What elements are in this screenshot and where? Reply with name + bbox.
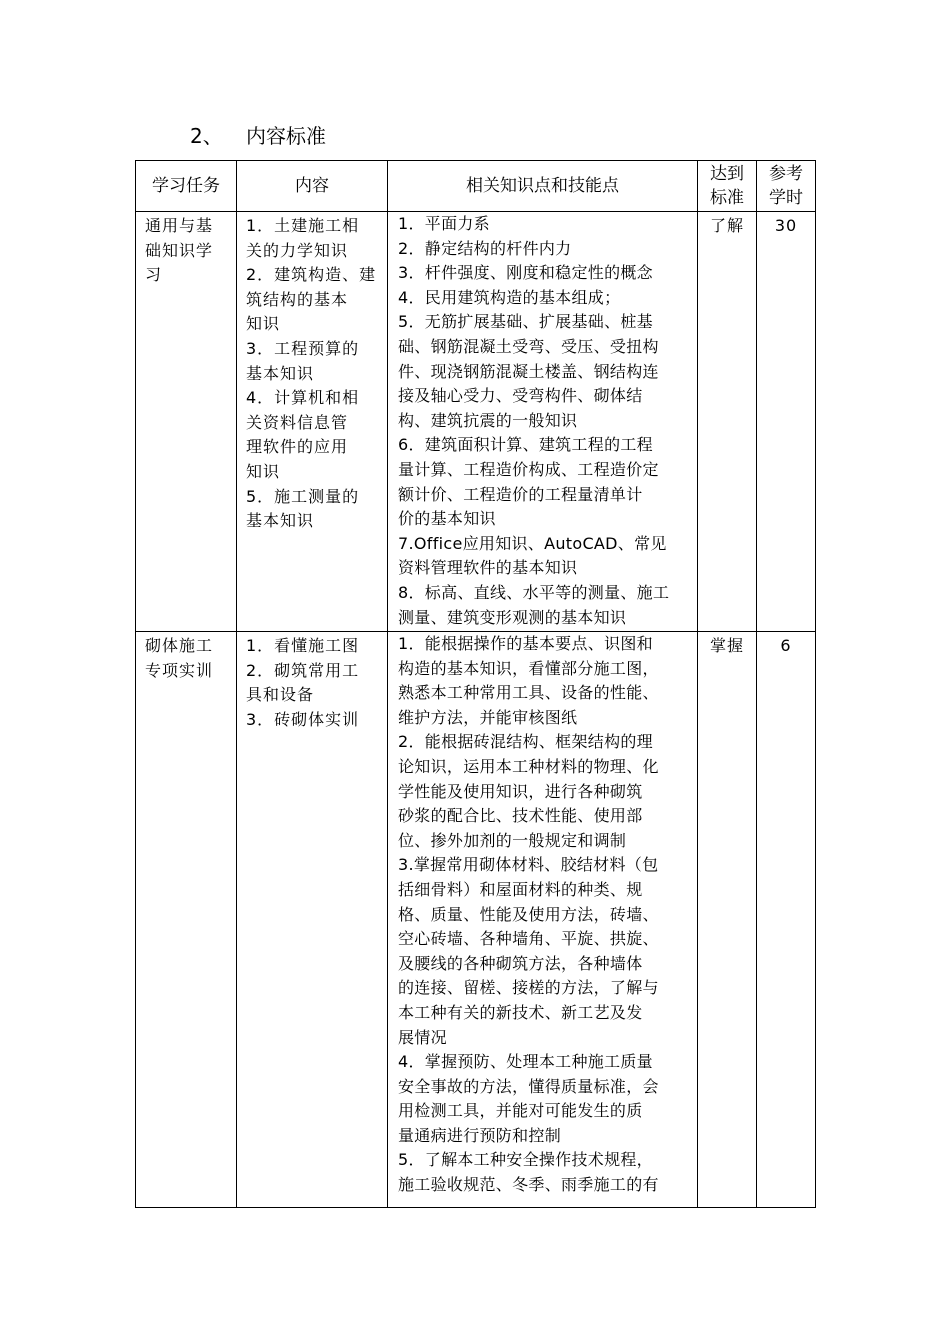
header-standard: 达到 标准 [698, 161, 757, 212]
table-row [136, 632, 816, 1208]
header-knowledge-skills: 相关知识点和技能点 [388, 161, 698, 212]
hours-cell: 30 [757, 212, 816, 632]
hours-cell: 6 [757, 632, 816, 1208]
section-heading [190, 122, 326, 150]
task-cell: 通用与基 础知识学 习 [136, 212, 237, 632]
standard-cell: 了解 [698, 212, 757, 632]
section-number: 2、 [190, 124, 223, 148]
table-row [136, 212, 816, 632]
content-cell: 1．看懂施工图 2．砌筑常用工 具和设备 3．砖砌体实训 [237, 632, 388, 1208]
header-task: 学习任务 [136, 161, 237, 212]
task-cell: 砌体施工 专项实训 [136, 632, 237, 1208]
table-header-row [136, 161, 816, 212]
knowledge-cell: 1．平面力系 2．静定结构的杆件内力 3．杆件强度、刚度和稳定性的概念 4．民用建筑构造的基本组成； 5．无筋扩展基础、扩展基础、桩基 础、钢筋混凝土受弯、受压、受扭构 件、现浇钢筋混凝土楼盖、钢结构连 接及轴心受力、受弯构件、砌体结 构、建筑抗震的一般知识 6．建筑面积计算、建筑工程的工程 量计算、工程造价构成、工程造价定 额计价、工程造价的工程量清单计 价的基本知识 7.Office应用知识、AutoCAD、常见 资料管理软件的基本知识 8．标高、直线、水平等的测量、施工 测量、建筑变形观测的基本知识 [388, 212, 698, 632]
standard-cell: 掌握 [698, 632, 757, 1208]
header-hours: 参考 学时 [757, 161, 816, 212]
section-title: 内容标准 [246, 124, 326, 148]
header-content: 内容 [237, 161, 388, 212]
content-standard-table [135, 160, 816, 1208]
knowledge-cell: 1．能根据操作的基本要点、识图和 构造的基本知识，看懂部分施工图， 熟悉本工种常用工具、设备的性能、 维护方法，并能审核图纸 2．能根据砖混结构、框架结构的理 论知识，运用本工种材料的物理、化 学性能及使用知识，进行各种砌筑 砂浆的配合比、技术性能、使用部 位、掺外加剂的一般规定和调制 3.掌握常用砌体材料、胶结材料（包 括细骨料）和屋面材料的种类、规 格、质量、性能及使用方法，砖墙、 空心砖墙、各种墙角、平旋、拱旋、 及腰线的各种砌筑方法，各种墙体 的连接、留槎、接槎的方法，了解与 本工种有关的新技术、新工艺及发 展情况 4．掌握预防、处理本工种施工质量 安全事故的方法，懂得质量标准，会 用检测工具，并能对可能发生的质 量通病进行预防和控制 5．了解本工种安全操作技术规程， 施工验收规范、冬季、雨季施工的有 [388, 632, 698, 1208]
content-cell: 1．土建施工相 关的力学知识 2．建筑构造、建 筑结构的基本 知识 3．工程预算的 基本知识 4．计算机和相 关资料信息管 理软件的应用 知识 5．施工测量的 基本知识 [237, 212, 388, 632]
